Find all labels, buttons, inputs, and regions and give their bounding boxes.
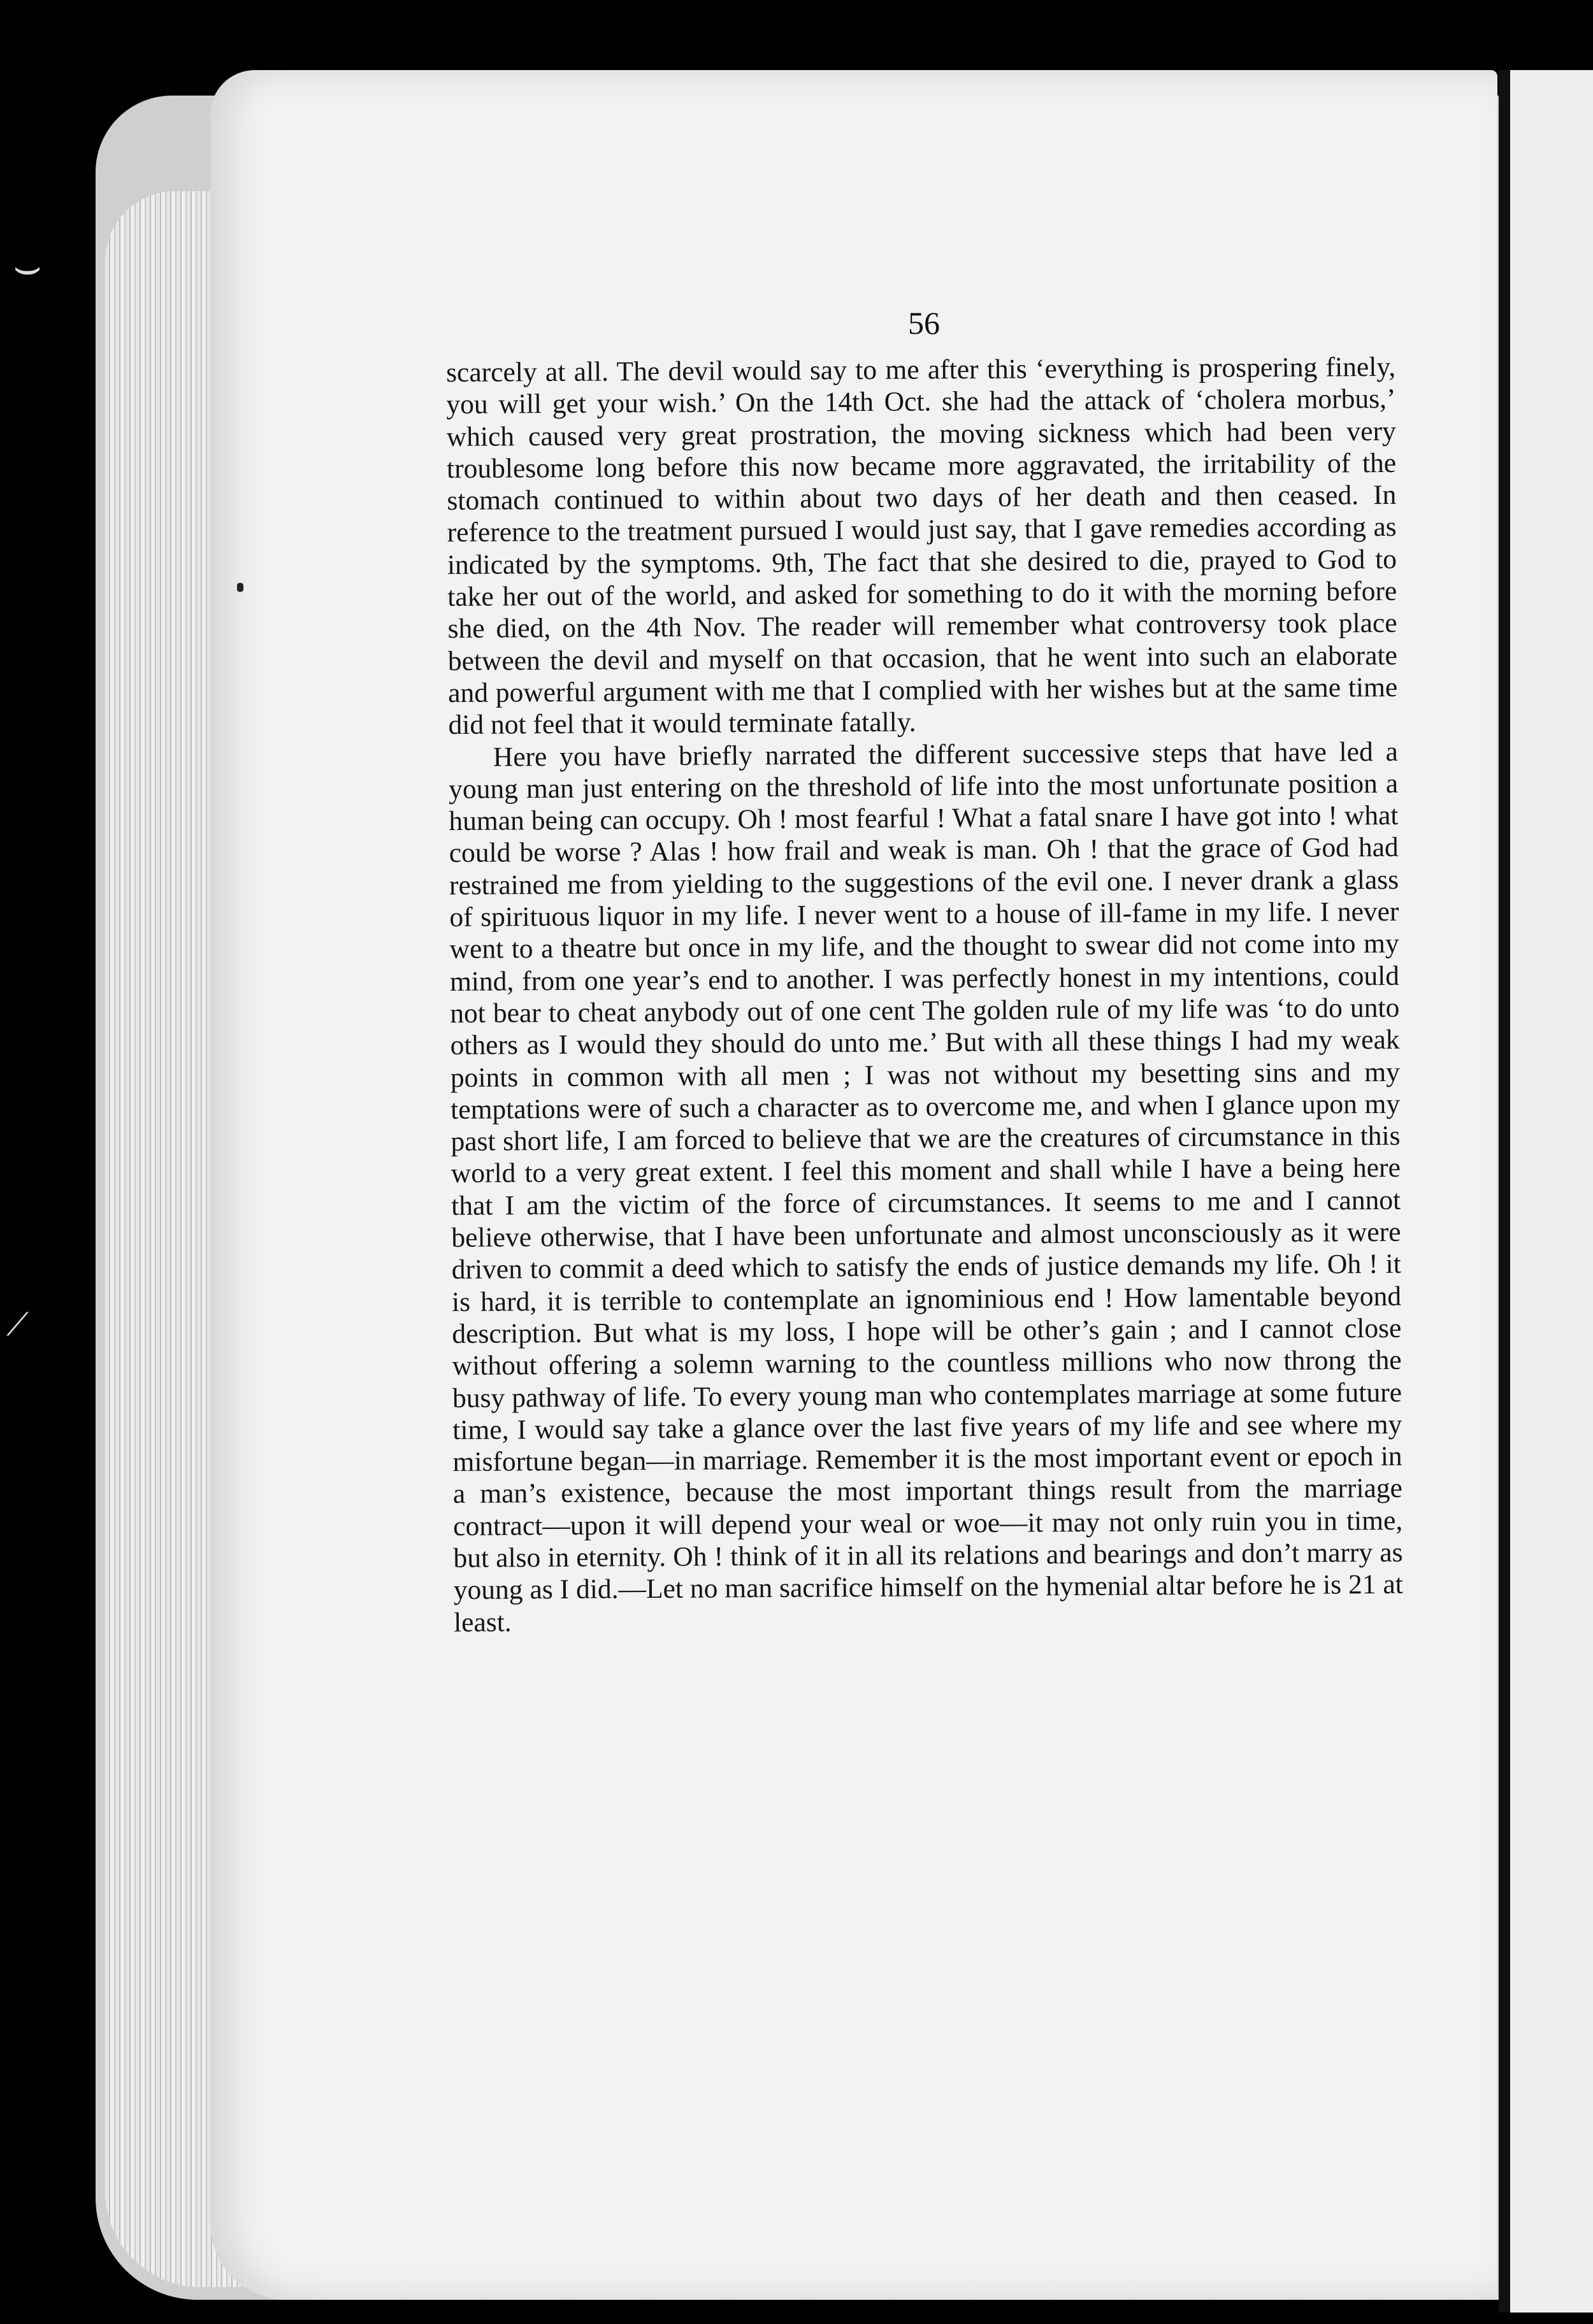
facing-page-edge xyxy=(1504,70,1593,2313)
binding-gutter xyxy=(1499,70,1510,2313)
paragraph: Here you have briefly narrated the different successive steps that have led a young man just entering on the threshold of life into the most unfortunate position a human being can occupy. Oh ! most fearful ! What a fatal snare I have got into ! what could be worse ? Alas ! how frail and weak is man. Oh ! that the grace of God had restrained me from yielding to the suggestions of the evil one. I never drank a glass of spirituous liquor in my life. I never went to a house of ill-fame in my life. I never went to a theatre but once in my life, and the thought to swear did not come into my mind, from one year’s end to another. I was perfectly honest in my intentions, could not bear to cheat anybody out of one cent The golden rule of my life was ‘to do unto others as I would they should do unto me.’ But with all these things I had my weak points in common with all men ; I was not without my besetting sins and my temptations were of such a character as to overcome me, and when I glance upon my past short life, I am forced to believe that we are the creatures of circumstance in this world to a very great extent. I feel this moment and shall while I have a being here that I am the victim of the force of circumstances. It seems to me and I cannot believe otherwise, that I have been unfortunate and almost unconsciously as it were driven to commit a deed which to satisfy the ends of justice demands my life. Oh ! it is hard, it is terrible to contemplate an ignominious end ! How lamentable beyond description. But what is my loss, I hope will be other’s gain ; and I cannot close without offering a solemn warning to the countless millions who now throng the busy pathway of life. To every young man who contemplates marriage at some future time, I would say take a glance over the last five years of my life and see where my misfortune began—in marriage. Remember it is the most important event or epoch in a man’s existence, because the most important things result from the marriage contract—upon it will depend your weal or woe—it may not only ruin you in time, but also in eternity. Oh ! think of it in all its relations and bearings and don’t marry as young as I did.—Let no man sacrifice himself on the hymenial altar before he is 21 at least. xyxy=(449,736,1403,1638)
paragraph: scarcely at all. The devil would say to me after this ‘everything is prospering finely, you will get your wish.’ On the 14th Oct. she had the attack of ‘cholera morbus,’ which caused very great prostration, the moving sickness which had been very troublesome long before this now became more aggravated, the irritability of the stomach continued to within about two days of her death and then ceased. In reference to the treatment pursued I would just say, that I gave remedies according as indicated by the symptoms. 9th, The fact that she desired to die, prayed to God to take her out of the world, and asked for something to do it with the morning before she died, on the 4th Nov. The reader will remember what controversy took place between the devil and myself on that occasion, that he went into such an elaborate and powerful argument with me that I complied with her wishes but at the same time did not feel that it would terminate fatally. xyxy=(446,351,1398,741)
scan-artifact-mark: ⟋ xyxy=(6,1307,29,1342)
page-number: 56 xyxy=(908,305,940,341)
body-text xyxy=(446,351,1403,1639)
scan-artifact-mark: ⌣ xyxy=(13,243,43,292)
margin-mark xyxy=(237,583,243,592)
